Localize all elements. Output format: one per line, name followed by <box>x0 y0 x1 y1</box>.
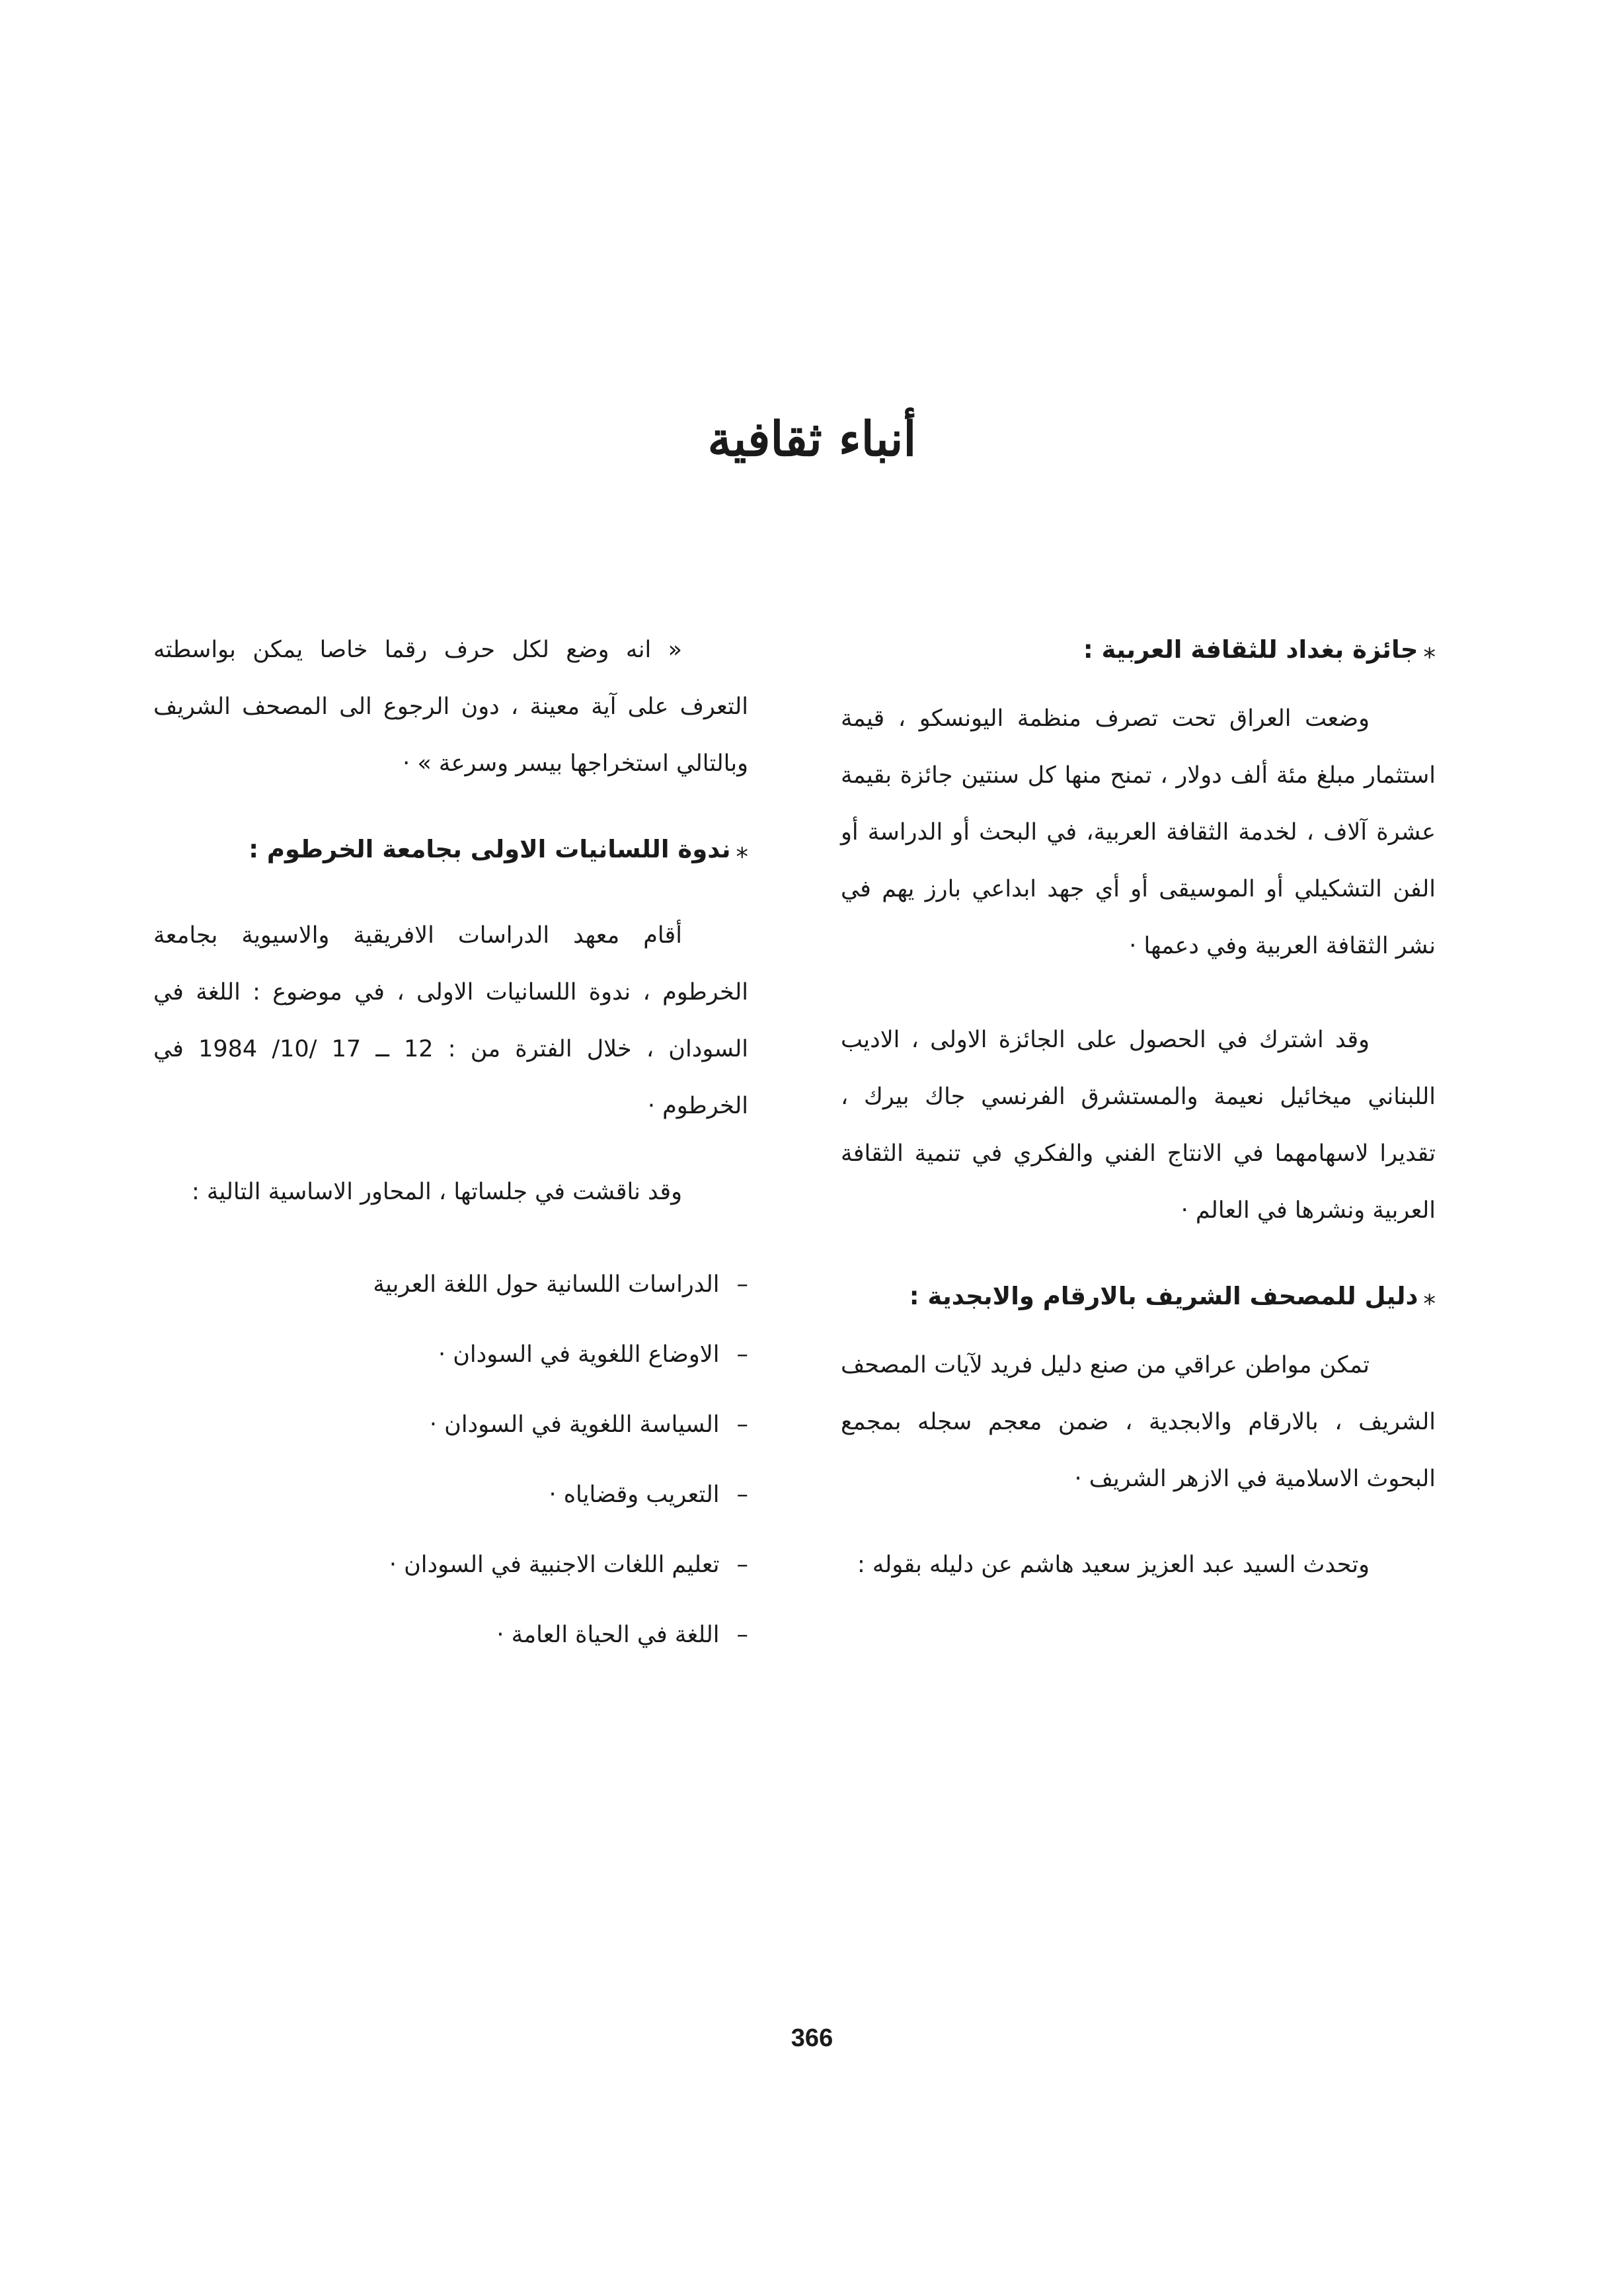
paragraph: أقام معهد الدراسات الافريقية والاسيوية بجامعة الخرطوم ، ندوة اللسانيات الاولى ، في موضوع : اللغة في السودان ، خلال الفترة من : 12 ــ 17 /10/ 1984 في الخرطوم · <box>153 922 749 1119</box>
section-heading-text: دليل للمصحف الشريف بالارقام والابجدية : <box>909 1282 1418 1310</box>
paragraph: وضعت العراق تحت تصرف منظمة اليونسكو ، قيمة استثمار مبلغ مئة ألف دولار ، تمنح منها كل سنتين جائزة بقيمة عشرة آلاف ، لخدمة الثقافة العربية، في البحث أو الدراسة أو الفن التشكيلي أو الموسيقى أو أي جهد ابداعي بارز يهم في نشر الثقافة العربية وفي دعمها · <box>841 705 1436 959</box>
spacer <box>153 1134 748 1164</box>
spacer <box>841 974 1436 1011</box>
section-heading-baghdad-prize <box>841 621 1436 678</box>
asterisk-icon: ⁎ <box>736 835 748 863</box>
paragraph: وقد ناقشت في جلساتها ، المحاور الاساسية التالية : <box>192 1179 682 1205</box>
section-heading-text: جائزة بغداد للثقافة العربية : <box>1083 635 1418 664</box>
list-item: – التعريب وقضاياه · <box>153 1460 748 1530</box>
asterisk-icon: ⁎ <box>1423 635 1436 664</box>
spacer <box>841 1239 1436 1268</box>
left-column <box>153 621 748 1670</box>
spacer <box>841 1507 1436 1536</box>
list-item: – الدراسات اللسانية حول اللغة العربية <box>153 1249 748 1320</box>
section-heading-linguistics-symposium <box>153 821 748 878</box>
list-item: – اللغة في الحياة العامة · <box>153 1600 748 1670</box>
page-title: أنباء ثقافية <box>707 411 917 467</box>
list-item: – تعليم اللغات الاجنبية في السودان · <box>153 1530 748 1600</box>
spacer <box>153 878 748 907</box>
paragraph: وتحدث السيد عبد العزيز سعيد هاشم عن دليله بقوله : <box>857 1552 1370 1578</box>
quote-paragraph: « انه وضع لكل حرف رقما خاصا يمكن بواسطته التعرف على آية معينة ، دون الرجوع الى المصحف الشريف وبالتالي استخراجها بيسر وسرعة » · <box>153 637 748 777</box>
spacer <box>153 1220 748 1249</box>
page-number: 366 <box>791 2024 833 2052</box>
section-heading-text: ندوة اللسانيات الاولى بجامعة الخرطوم : <box>249 835 731 863</box>
topics-list <box>153 1249 748 1670</box>
paragraph: وقد اشترك في الحصول على الجائزة الاولى ، الاديب اللبناني ميخائيل نعيمة والمستشرق الفرنسي جاك بيرك ، تقديرا لاسهامهما في الانتاج الفني والفكري في تنمية الثقافة العربية ونشرها في العالم · <box>841 1027 1436 1224</box>
spacer <box>153 792 748 821</box>
right-column <box>841 621 1436 1593</box>
list-item: – الاوضاع اللغوية في السودان · <box>153 1320 748 1390</box>
spacer <box>841 678 1436 690</box>
spacer <box>841 1325 1436 1337</box>
asterisk-icon: ⁎ <box>1423 1282 1436 1310</box>
list-item: – السياسة اللغوية في السودان · <box>153 1390 748 1460</box>
paragraph: تمكن مواطن عراقي من صنع دليل فريد لآيات المصحف الشريف ، بالارقام والابجدية ، ضمن معجم سجله بمجمع البحوث الاسلامية في الازهر الشريف · <box>841 1352 1436 1492</box>
section-heading-quran-index <box>841 1268 1436 1325</box>
